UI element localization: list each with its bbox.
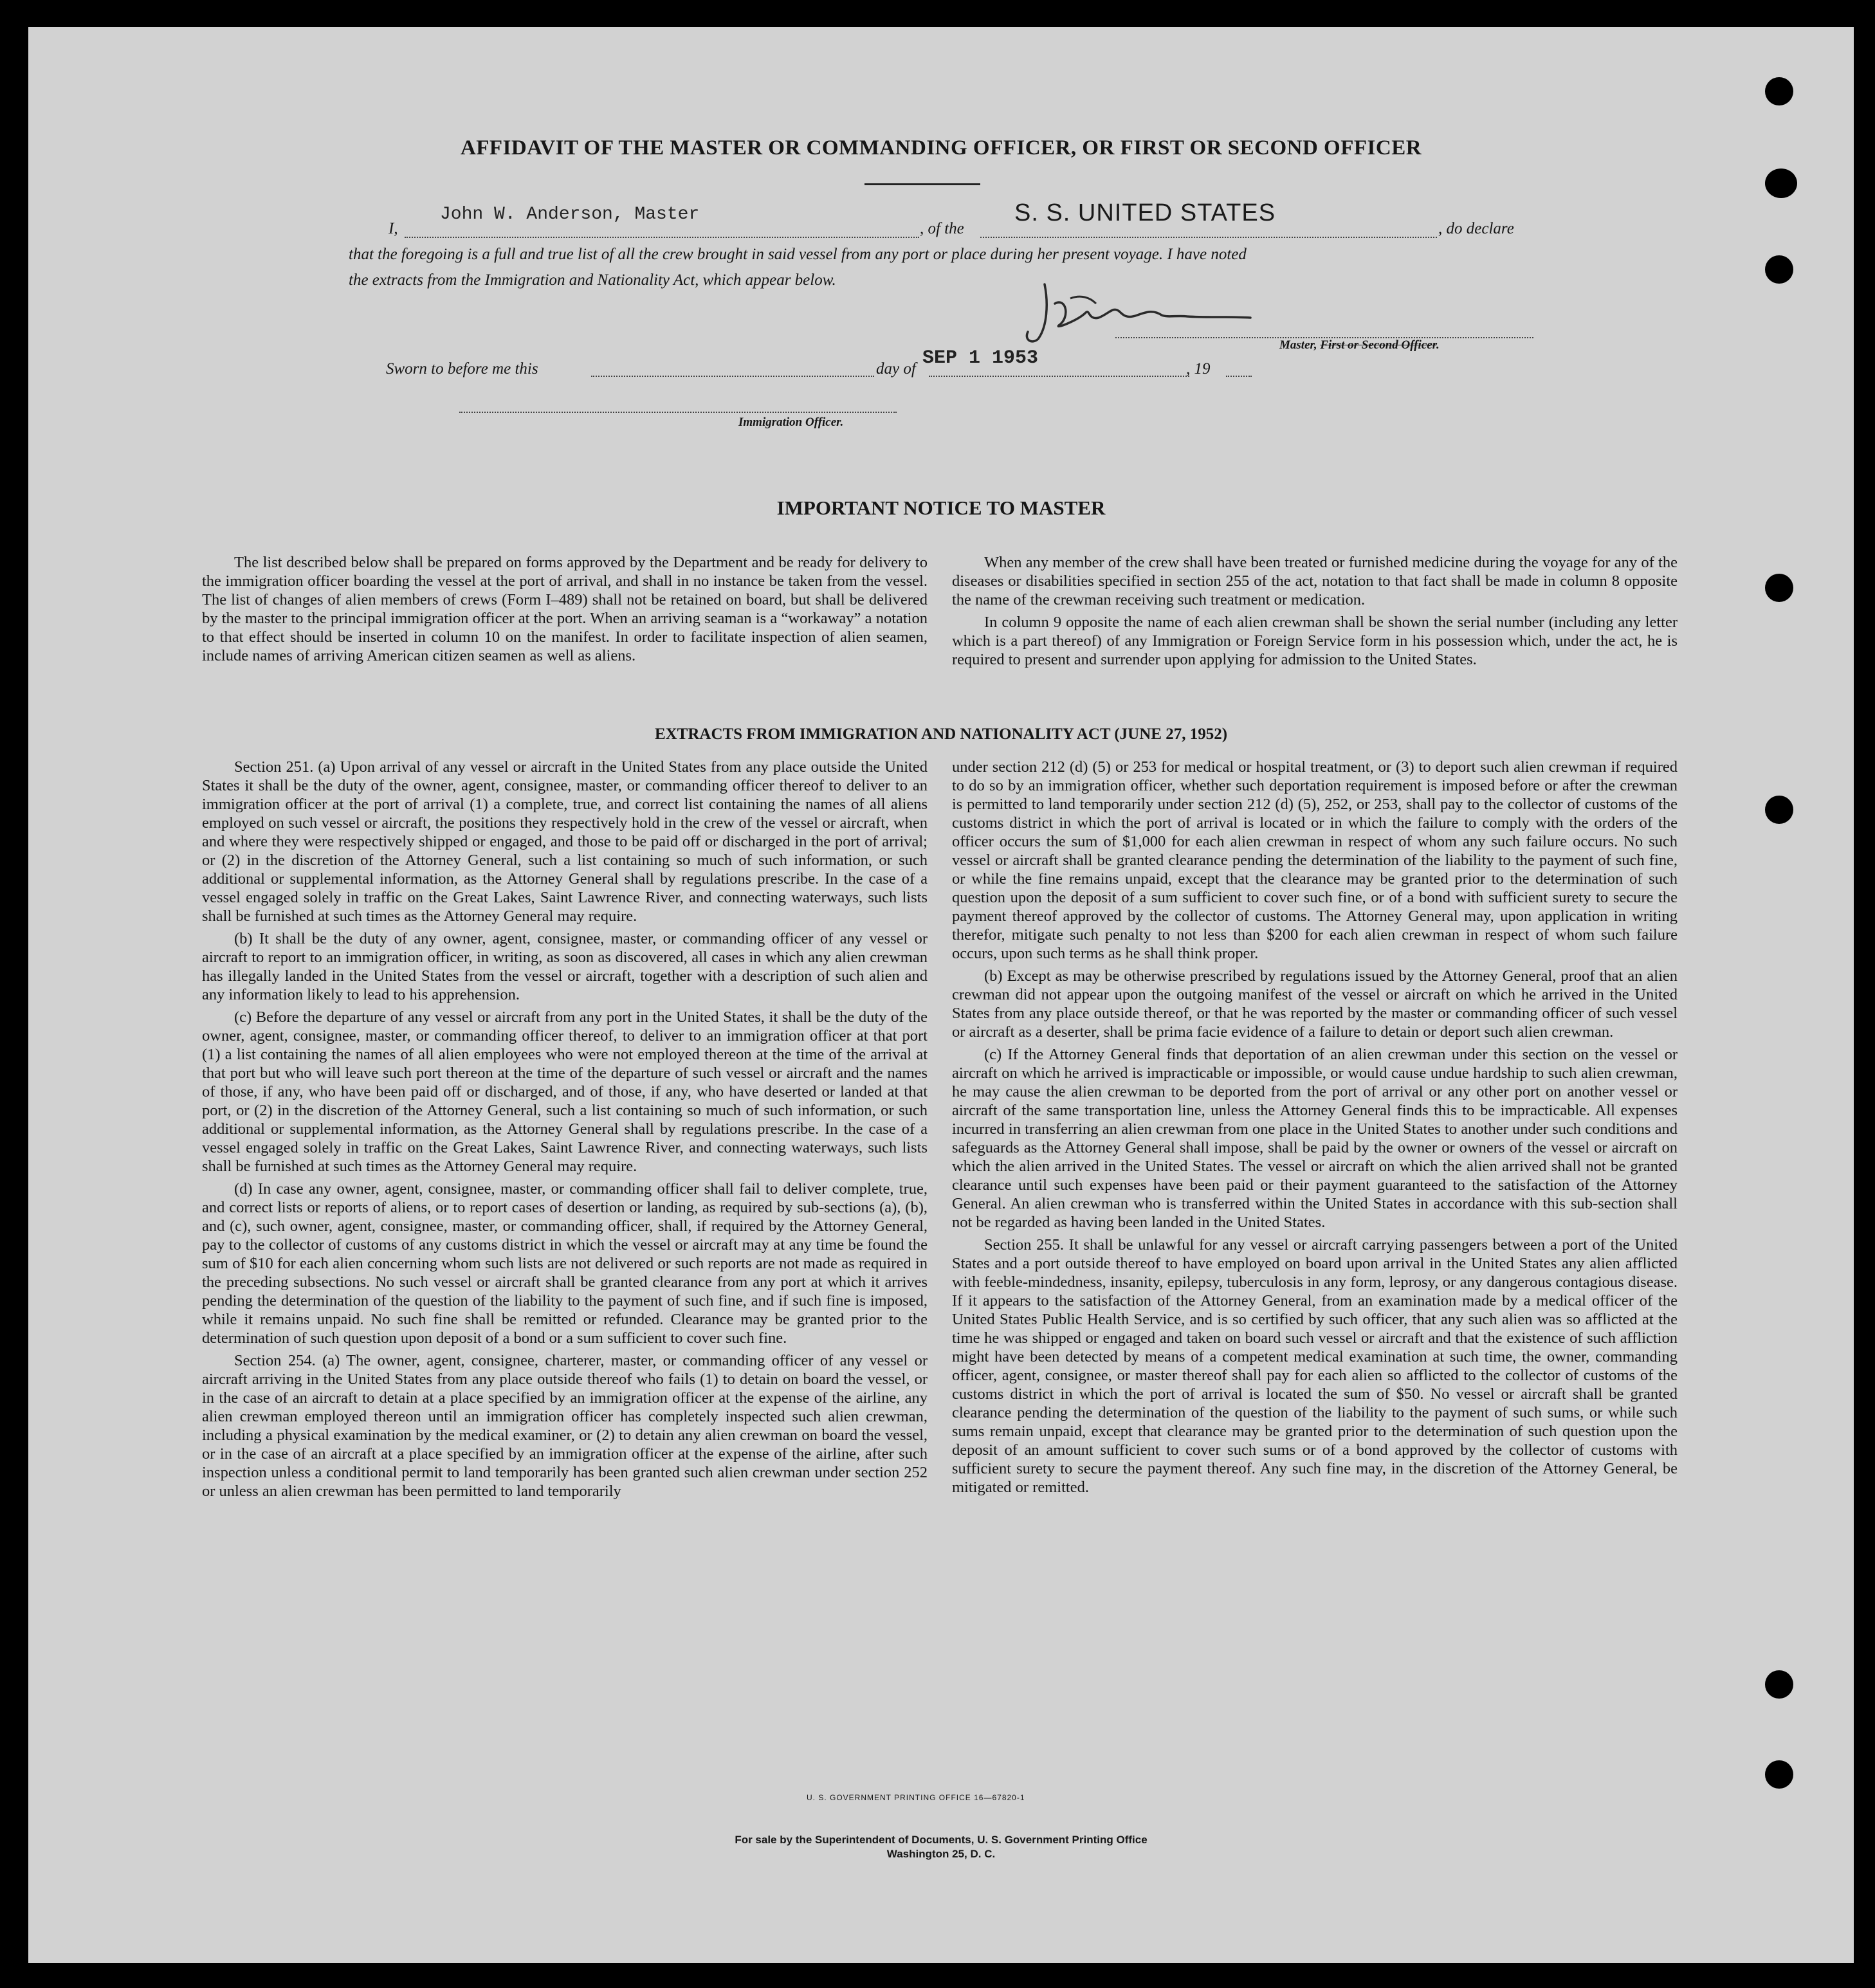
statute-paragraph: Section 251. (a) Upon arrival of any vessel or aircraft in the United States from any place outside the United States it shall be the duty of the owner, agent, consignee, master, or commanding officer thereof to deliver to an immigration officer at the port of arrival (1) a complete, true, and correct list containing the names of all aliens employed on such vessel or aircraft, the positions they respectively hold in the crew of the vessel or aircraft, when and where they were respectively shipped or engaged, and those to be paid off or discharged in the port of arrival; or (2) in the discretion of the Attorney General, such a list containing so much of such information, or such additional or supplemental information, as the Attorney General shall by regulations prescribe. In the case of a vessel engaged solely in traffic on the Great Lakes, Saint Lawrence River, and connecting waterways, such lists shall be furnished at such times as the Attorney General may require. xyxy=(202,758,928,925)
typed-name: John W. Anderson, Master xyxy=(440,205,700,224)
notice-title: IMPORTANT NOTICE TO MASTER xyxy=(776,497,1106,519)
affidavit-title: AFFIDAVIT OF THE MASTER OR COMMANDING OFFICER, OR FIRST OR SECOND OFFICER xyxy=(460,136,1422,160)
punch-hole xyxy=(1765,1670,1793,1699)
declaration-line: the extracts from the Immigration and Nationality Act, which appear below. xyxy=(349,271,836,289)
notice-left-column xyxy=(202,553,928,669)
officer-caption: Immigration Officer. xyxy=(738,415,844,429)
sale-notice-line: Washington 25, D. C. xyxy=(886,1848,996,1860)
statute-paragraph: (b) It shall be the duty of any owner, agent, consignee, master, or commanding officer of any vessel or aircraft to report to an immigration officer, in writing, as soon as discovered, all cases in which any alien crewman has illegally landed in the United States from the vessel or aircraft, together with a description of such alien and any information likely to lead to his apprehension. xyxy=(202,930,928,1003)
statute-paragraph: under section 212 (d) (5) or 253 for medical or hospital treatment, or (3) to deport such alien crewman if required to do so by an immigration officer, whether such deportation requirement is imposed before or after the crewman is permitted to land temporarily under section 212 (d) (5), 252, or 253, shall pay to the collector of customs of the customs district in which the port of arrival is located or in which the failure to comply with the orders of the officer occurs the sum of $1,000 for each alien crewman in respect of whom any such failure occurs. No such vessel or aircraft shall be granted clearance pending the determination of the liability to the payment of such fine, or while the fine remains unpaid, except that the clearance may be granted prior to the determination of such question upon the deposit of a sum sufficient to cover such fine, or of a bond with sufficient surety to secure the payment thereof approved by the collector of customs. The Attorney General may, upon application in writing therefor, mitigate such penalty to not less than $200 for each alien crewman in respect of whom such failure occurs, upon such terms as he shall think proper. xyxy=(952,758,1678,962)
notice-paragraph: When any member of the crew shall have been treated or furnished medicine during the voyage for any of the diseases or disabilities specified in section 255 of the act, notation to that fact shall be made in column 8 opposite the name of the crewman receiving such treatment or medication. xyxy=(952,554,1678,608)
statute-paragraph: Section 254. (a) The owner, agent, consignee, charterer, master, or commanding officer of any vessel or aircraft arriving in the United States from any place outside thereof who fails (1) to detain on board the vessel, or in the case of an aircraft to detain at a place specified by an immigration officer at the expense of the airline, any alien crewman employed thereon until an immigration officer has completely inspected such alien crewman, including a physical examination by the medical examiner, or (2) to detain any alien crewman on board the vessel, or in the case of an aircraft at a place specified by an immigration officer at the expense of the airline, after such inspection unless a conditional permit to land temporarily has been granted such alien crewman under section 252 or unless an alien crewman has been permitted to land temporarily xyxy=(202,1352,928,1500)
extracts-title: EXTRACTS FROM IMMIGRATION AND NATIONALITY ACT (JUNE 27, 1952) xyxy=(654,725,1228,743)
punch-hole xyxy=(1765,796,1793,824)
statute-paragraph: (b) Except as may be otherwise prescribed by regulations issued by the Attorney General, proof that an alien crewman did not appear upon the outgoing manifest of the vessel or aircraft on which he arrived in the United States from any place outside thereof, or that he was reported by the master or commanding officer of such vessel or aircraft as a deserter, shall be prima facie evidence of a failure to detain or deport such alien crewman. xyxy=(952,967,1678,1041)
punch-hole xyxy=(1765,169,1797,198)
year-blank xyxy=(1226,376,1252,377)
printer-line: U. S. GOVERNMENT PRINTING OFFICE 16—67820-1 xyxy=(807,1793,1025,1802)
name-blank xyxy=(405,237,919,238)
statute-paragraph: (d) In case any owner, agent, consignee, master, or commanding officer shall fail to deliver complete, true, and correct lists or reports of aliens, or to report cases of desertion or landing, as required by sub-sections (a), (b), and (c), such owner, agent, consignee, master, or commanding officer, shall, if required by the Attorney General, pay to the collector of customs of any customs district in which the vessel or aircraft may at any time be found the sum of $10 for each alien concerning whom such lists are not delivered or such reports are not made as required in the preceding subsections. No such vessel or aircraft shall be granted clearance from any port at which it arrives pending the determination of the question of the liability to the payment of such fine, and if such fine is imposed, while it remains unpaid. No such fine shall be remitted or refunded. Clearance may be granted prior to the determination of such question upon deposit of a bond or a sum sufficient to cover such fine. xyxy=(202,1180,928,1347)
vessel-blank xyxy=(980,237,1437,238)
declaration-line: that the foregoing is a full and true list of all the crew brought in said vessel from any port or place during her present voyage. I have noted xyxy=(349,246,1247,263)
sale-notice-line: For sale by the Superintendent of Documents, U. S. Government Printing Office xyxy=(735,1834,1148,1846)
vessel-name: S. S. UNITED STATES xyxy=(1014,199,1276,226)
sale-notice xyxy=(28,1833,1854,1861)
do-declare-label: , do declare xyxy=(1438,220,1514,237)
month-blank xyxy=(929,376,1189,377)
punch-hole xyxy=(1765,574,1793,602)
signer-caption: Master, First or Second Officer. xyxy=(1279,338,1440,352)
punch-hole xyxy=(1765,1760,1793,1789)
year-suffix: , 19 xyxy=(1186,360,1211,378)
statute-paragraph: (c) If the Attorney General finds that deportation of an alien crewman under this section on the vessel or aircraft on which he arrived is impracticable or impossible, or would cause undue hardship to such alien crewman, he may cause the alien crewman to be deported from the port of arrival or any other port on another vessel or aircraft of the same transportation line, unless the Attorney General finds this to be impracticable. All expenses incurred in transferring an alien crewman from one place in the United States to another under such conditions and safeguards as the Attorney General shall impose, shall be paid by the owner or owners of the vessel or aircraft on which the alien arrived in the United States. The vessel or aircraft on which the alien arrived shall not be granted clearance until such expenses have been paid or their payment guaranteed to the satisfaction of the Attorney General. An alien crewman who is transferred within the United States in accordance with this sub-section shall not be regarded as having been landed in the United States. xyxy=(952,1046,1678,1231)
day-blank xyxy=(591,376,874,377)
document-page xyxy=(28,27,1854,1963)
statute-paragraph: (c) Before the departure of any vessel or aircraft from any port in the United States, it shall be the duty of the owner, agent, consignee, master, or commanding officer thereof, to deliver to an immigration officer at that port (1) a list containing the names of all alien employees who were not employed thereon at the time of the arrival at that port but who will leave such port thereon at the time of the departure of such vessel or aircraft and the names of those, if any, who have been paid off or discharged, and of those, if any, who have deserted or landed at that port, or (2) in the discretion of the Attorney General, such a list containing so much of such information, or such additional or supplemental information, as the Attorney General shall by regulations prescribe. In the case of a vessel engaged solely in traffic on the Great Lakes, Saint Lawrence River, and connecting waterways, such lists shall be furnished at such times as the Attorney General may require. xyxy=(202,1008,928,1175)
statute-paragraph: Section 255. It shall be unlawful for any vessel or aircraft carrying passengers between a port of the United States and a port outside thereof to have employed on board upon arrival in the United States any alien afflicted with feeble-mindedness, insanity, epilepsy, tuberculosis in any form, leprosy, or any dangerous contagious disease. If it appears to the satisfaction of the Attorney General, from an examination made by a medical officer of the United States Public Health Service, and is so certified by such officer, that any such alien was so afflicted at the time he was shipped or engaged and taken on board such vessel or aircraft and that the existence of such affliction might have been detected by means of a competent medical examination at such time, the owner, commanding officer, agent, consignee, or master thereof shall pay for each alien so afflicted to the collector of customs of the customs district in which the port of arrival is located the sum of $50. No vessel or aircraft shall be granted clearance pending the determination of the question of the liability to the payment of such sums, or while such sums remain unpaid, except that clearance may be granted prior to the determination of such question upon the deposit of an amount sufficient to cover such sums or of a bond approved by the collector of customs with sufficient surety to secure the payment thereof. Any such fine may, in the discretion of the Attorney General, be mitigated or remitted. xyxy=(952,1236,1678,1496)
punch-hole xyxy=(1765,255,1793,284)
notice-paragraph: The list described below shall be prepared on forms approved by the Department and be ready for delivery to the immigration officer boarding the vessel at the port of arrival, and shall in no instance be taken from the vessel. The list of changes of alien members of crews (Form I–489) shall not be retained on board, but shall be delivered by the master to the principal immigration officer at the port. When an arriving seaman is a “workaway” a notation to that effect should be inserted in column 10 on the manifest. In order to facilitate inspection of alien seamen, include names of arriving American citizen seamen as well as aliens. xyxy=(202,554,928,664)
extracts-left-column xyxy=(202,758,928,1504)
of-the-label: , of the xyxy=(920,220,964,237)
notice-right-column xyxy=(952,553,1678,673)
title-divider xyxy=(864,183,980,185)
extracts-right-column xyxy=(952,758,1678,1500)
punch-hole xyxy=(1765,77,1793,105)
notice-paragraph: In column 9 opposite the name of each alien crewman shall be shown the serial number (including any letter which is a part thereof) of any Immigration or Foreign Service form in his possession which, under the act, he is required to present and surrender upon applying for admission to the United States. xyxy=(952,614,1678,668)
i-label: I, xyxy=(389,220,398,237)
sworn-label: Sworn to before me this xyxy=(386,360,538,378)
officer-signature-blank xyxy=(459,412,897,413)
date-stamp: SEP 1 1953 xyxy=(922,347,1039,369)
day-of-label: day of xyxy=(876,360,916,378)
